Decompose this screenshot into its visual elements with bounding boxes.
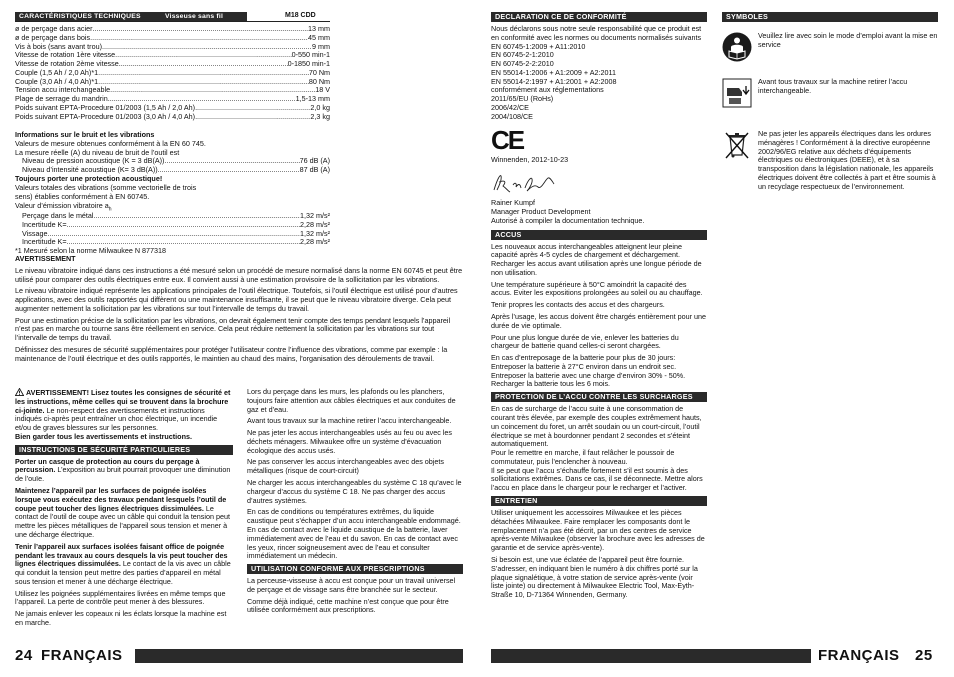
spec-row: ø de perçage dans acier ..... 13 mm <box>15 25 330 34</box>
decl-line: Nous déclarons sous notre seule responsabilité que ce produit est en conformité avec les normes ou documents normalisés suivants <box>491 24 702 42</box>
left-col-1 <box>15 388 233 631</box>
avert-section <box>15 255 463 367</box>
tech-header-title: CARACTÉRISTIQUES TECHNIQUES <box>19 13 141 20</box>
warning-text: Le non-respect des avertissements et instructions indiqués ci-après peut entraîner un choc électrique, un incendie et/ou de graves blessures sur les personnes. <box>15 405 218 433</box>
protect-title: PROTECTION DE L’ACCU CONTRE LES SURCHARGES <box>491 392 707 402</box>
avert-paragraph: Le niveau vibratoire indiqué dans ces instructions a été mesuré selon un procédé de mesure normalisé dans la norme EN 60745 et peut être utilisé pour comparer des outils électriques entre eux. Il convient aussi à une estimation provisoire de la sollicitation par les vibrations. <box>15 265 463 284</box>
right-footer-bar <box>491 649 811 663</box>
read-manual-icon <box>722 32 752 62</box>
left-footer-bar <box>135 649 463 663</box>
noise-line: Valeurs de mesure obtenues conformément à la EN 60 745. <box>15 138 206 148</box>
spec-row: Tension accu interchangeable ..... 18 V <box>15 86 330 95</box>
decl-line: EN 60745-2-1:2010 <box>491 50 554 60</box>
safety-item: Avant tous travaux sur la machine retirer l’accu interchangeable. <box>247 416 452 426</box>
vib-row: Incertitude K= ..... 2,28 m/s² <box>15 221 330 230</box>
avert-paragraph: Définissez des mesures de sécurité supplémentaires pour protéger l’utilisateur contre l’influence des vibrations, comme par exemple : la maintenance de l’outil électrique et des outils rapportés, le maintien au chaud des mains, l’organisation des déroulements de travail. <box>15 345 448 363</box>
left-page-number: 24 <box>15 647 33 664</box>
safety-item: Maintenez l’appareil par les surfaces de poignée isolées lorsque vous exécutez des travaux pendant lesquels l’outil de coupe peut toucher des lignes électriques dissimulées. Le contact de l’outil de coupe avec un câble qui conduit la tension peut mettre les pièces métalliques de l’appareil sous tension et mener à une décharge électrique. <box>15 486 230 539</box>
noise-row: Niveau d’intensité acoustique (K= 3 dB(A)) ..... 87 dB (A) <box>15 166 330 175</box>
safety-item: Ne pas jeter les accus interchangeables usés au feu ou avec les déchets ménagers. Milwaukee offre un système d’évacuation écologique des accus usés. <box>247 428 452 455</box>
spec-row: Poids suivant EPTA-Procedure 01/2003 (3,0 Ah / 4,0 Ah) ..... 2,3 kg <box>15 113 330 122</box>
accus-paragraph: Les nouveaux accus interchangeables atteignent leur pleine capacité après 4-5 cycles de chargement et déchargement. Recharger les accus avant utilisation après une longue période de non utilisation. <box>491 241 702 277</box>
safety-item: Tenir l’appareil aux surfaces isolées faisant office de poignée pendant les travaux au cours desquels la vis peut toucher des lignes électriques dissimulées. Le contact de la vis avec un câble qui conduit la tension peut mettre des parties d’appareil en métal sous tension et mener à une décharge électrique. <box>15 541 231 586</box>
avert-paragraph: Pour une estimation précise de la sollicitation par les vibrations, on devrait également tenir compte des temps pendant lesquels l’appareil n’est pas en marche ou tourne sans être réellement en service. Cela peut réduire nettement la sollicitation par les vibrations sur tout l’intervalle de temps du travail. <box>15 315 451 343</box>
accus-paragraph: Après l’usage, les accus doivent être chargés entièrement pour une durée de vie optimale. <box>491 311 706 330</box>
usage-title: UTILISATION CONFORME AUX PRESCRIPTIONS <box>247 564 463 574</box>
weee-bin-icon <box>722 130 752 160</box>
symbol-text: Avant tous travaux sur la machine retirer l’accu interchangeable. <box>758 77 908 95</box>
right-col-1 <box>491 12 707 603</box>
vib-row: Perçage dans le métal ..... 1,32 m/s² <box>15 212 330 221</box>
accus-paragraph: Pour une plus longue durée de vie, enlever les batteries du chargeur de batterie quand celles-ci seront chargées. <box>491 332 679 351</box>
remove-battery-icon <box>722 78 752 108</box>
tech-header-product: Visseuse sans fil <box>165 13 224 20</box>
right-col-2 <box>722 12 938 197</box>
warning-bold: AVERTISSEMENT! Lisez toutes les consignes de sécurité et les instructions, même celles qui se trouvent dans la brochure ci-jointe. <box>15 388 231 415</box>
right-footer <box>491 647 938 665</box>
accus-paragraph: En cas d’entreposage de la batterie pour plus de 30 jours: Entreposer la batterie à 27°C environ dans un endroit sec. Entreposer la batterie avec une charge d’environ 30% - 50%. Recharger la batterie tous les 6 mois. <box>491 353 686 389</box>
noise-section <box>15 131 330 184</box>
safety-item: En cas de conditions ou températures extrêmes, du liquide caustique peut s’échapper d’un accu interchangeable endommagé. En cas de contact avec le liquide caustique de la batterie, laver immédiatement avec de l’eau et du savon. En cas de contact avec les yeux, rincer soigneusement avec de l’eau et consulter immédiatement un médecin. <box>247 507 461 561</box>
noise-protect: Toujours porter une protection acoustique! <box>15 173 163 183</box>
protect-paragraph: En cas de surcharge de l’accu suite à une consommation de courant très élevée, par exemple des couples extrêmement hauts, un coincement du foret, un arrêt soudain ou un court-circuit, l’outil électrique se met à bourdonner pendant 2 secondes et s’éteint automatiquement. <box>491 404 702 449</box>
avert-paragraph: Le niveau vibratoire indiqué représente les applications principales de l’outil électrique. Toutefois, si l’outil électrique est utilisé pour d’autres applications, avec des outils rapportés qui diffèrent ou une maintenance insuffisante, il se peut que le niveau vibratoire diverge. Cela peut augmenter nettement la sollicitation par les vibrations sur tout l’intervalle de temps du travail. <box>15 286 458 313</box>
decl-line: EN 55014-1:2006 + A1:2009 + A2:2011 <box>491 67 616 77</box>
usage-item: Comme déjà indiqué, cette machine n’est conçue que pour être utilisée conformément aux prescriptions. <box>247 596 449 615</box>
left-col-2 <box>247 388 463 618</box>
vib-subscript: h <box>108 206 112 212</box>
noise-row: Niveau de pression acoustique (K = 3 dB(A)) ..... 76 dB (A) <box>15 157 330 166</box>
noise-line: La mesure réelle (A) du niveau de bruit de l’outil est <box>15 147 180 157</box>
vib-line: Valeur d’émission vibratoire $a_h$ <box>15 200 112 212</box>
vib-row: Vissage ..... 1,32 m/s² <box>15 230 330 239</box>
vib-note: *1 Mesuré selon la norme Milwaukee N 877318 <box>15 246 167 256</box>
decl-line: EN 60745-2-2:2010 <box>491 59 554 69</box>
noise-title: Informations sur le bruit et les vibrations <box>15 130 155 139</box>
safety-item: Lors du perçage dans les murs, les plafonds ou les planchers, toujours faire attention aux câbles électriques et aux conduites de gaz et d’eau. <box>247 387 456 414</box>
signer-name: Rainer Kumpf <box>491 198 535 208</box>
safety-item: Ne jamais enlever les copeaux ni les éclats lorsque la machine est en marche. <box>15 609 227 627</box>
safety-item: Porter un casque de protection au cours du perçage à percussion. L’exposition au bruit pourrait provoquer une diminution de l’ouïe. <box>15 456 231 484</box>
spec-row: ø de perçage dans bois ..... 45 mm <box>15 34 330 43</box>
tech-header-bar <box>15 12 247 21</box>
decl-line: conformément aux réglementations <box>491 85 604 95</box>
vib-row: Incertitude K= ..... 2,28 m/s² <box>15 238 330 247</box>
spec-row: Vis à bois (sans avant trou) ..... 9 mm <box>15 43 330 52</box>
symbol-text: Veuillez lire avec soin le mode d’emploi avant la mise en service <box>758 31 938 49</box>
safety-item: Utilisez les poignées supplémentaires livrées en même temps que l’appareil. La perte de contrôle peut mener à des blessures. <box>15 588 226 607</box>
spec-row: Vitesse de rotation 1ère vitesse ..... 0-550 min-1 <box>15 51 330 60</box>
keep-instructions: Bien garder tous les avertissements et instructions. <box>15 431 192 441</box>
spec-row: Vitesse de rotation 2ème vitesse ..... 0-1850 min-1 <box>15 60 330 69</box>
left-footer-language: FRANÇAIS <box>41 647 123 664</box>
signer-auth: Autorisé à compiler la documentation technique. <box>491 215 645 225</box>
symbol-weee <box>722 130 938 191</box>
accus-title: ACCUS <box>491 230 707 240</box>
protect-paragraph: Pour le remettre en marche, il faut relâcher le poussoir de commutateur, puis l’enclencher à nouveau. <box>491 448 675 466</box>
right-page <box>477 0 954 677</box>
right-page-number: 25 <box>915 647 933 664</box>
warning-block <box>15 388 233 442</box>
ce-mark: CE <box>491 124 524 155</box>
spec-row: Poids suivant EPTA-Procedure 01/2003 (1,5 Ah / 2,0 Ah) ..... 2,0 kg <box>15 104 330 113</box>
entretien-paragraph: Si besoin est, une vue éclatée de l’appareil peut être fournie. S’adresser, en indiquant bien le numéro à dix chiffres porté sur la plaque signalétique, à votre station de service après-vente (voir liste jointe) ou directement à Milwaukee Electric Tool, Max-Eyth-Straße 10, D-71364 Winnenden, Germany. <box>491 554 698 600</box>
accus-paragraph: Tenir propres les contacts des accus et des chargeurs. <box>491 300 665 310</box>
tech-header-rule <box>15 21 330 22</box>
signature <box>491 170 561 196</box>
entretien-title: ENTRETIEN <box>491 496 707 506</box>
spec-row: Plage de serrage du mandrin ..... 1,5-13 mm <box>15 95 330 104</box>
left-footer <box>15 647 463 665</box>
symbol-text: Ne pas jeter les appareils électriques dans les ordures ménagères ! Conformément à la directive européenne 2002/96/EG relative aux déchets d’équipements électriques ou électroniques (DEEE), et à sa transposition dans la législation nationale, les appareils électriques doivent être collectés à part et être soumis à un recyclage respectueux de l’environnement. <box>758 129 936 191</box>
symbol-read-manual <box>722 32 938 62</box>
symbols-title: SYMBOLES <box>722 12 938 22</box>
symbol-remove-battery <box>722 78 938 108</box>
spec-row: Couple (1,5 Ah / 2,0 Ah)*1 ..... 70 Nm <box>15 69 330 78</box>
spec-list <box>15 25 330 122</box>
vib-line: Valeurs totales des vibrations (somme vectorielle de trois <box>15 183 197 192</box>
signer-role: Manager Product Development <box>491 206 591 216</box>
decl-line: 2006/42/CE <box>491 103 529 113</box>
protect-paragraph: Il se peut que l’accu s’échauffe fortement s’il est soumis à des sollicitations extrêmes. Dans ce cas, il se déconnecte. Mettre alors l’accu en place dans le chargeur pour le recharger et l’activer. <box>491 465 703 493</box>
decl-place: Winnenden, 2012-10-23 <box>491 154 569 164</box>
accus-paragraph: Une température supérieure à 50°C amoindrit la capacité des accus. Eviter les expositions prolongées au soleil ou au chauffage. <box>491 279 703 298</box>
spec-row: Couple (3,0 Ah / 4,0 Ah)*1 ..... 80 Nm <box>15 78 330 87</box>
safety-item: Ne charger les accus interchangeables du système C 18 qu’avec le chargeur d’accus du système C 18. Ne pas charger des accus d’autres systèmes. <box>247 478 462 505</box>
decl-line: 2011/65/EU (RoHs) <box>491 94 554 104</box>
safety-title: INSTRUCTIONS DE SÉCURITÉ PARTICULIERES <box>15 445 233 455</box>
usage-item: La perceuse-visseuse à accu est conçue pour un travail universel de perçage et de vissage sans être branchée sur le secteur. <box>247 576 456 594</box>
decl-title: DECLARATION CE DE CONFORMITÉ <box>491 12 707 22</box>
avert-title: AVERTISSEMENT <box>15 254 76 263</box>
decl-line: EN 60745-1:2009 + A11:2010 <box>491 41 586 51</box>
tech-header-model: M18 CDD <box>285 12 316 19</box>
safety-item: Ne pas conserver les accus interchangeables avec des objets métalliques (risque de court-circuit) <box>247 457 444 476</box>
vib-line: sens) établies conformément à EN 60745. <box>15 191 150 201</box>
vibration-section <box>15 184 330 256</box>
entretien-paragraph: Utiliser uniquement les accessoires Milwaukee et les pièces détachées Milwaukee. Faire remplacer les composants dont le remplacement n’a pas été décrit, par un des centres de service après-vente Milwaukee (observer la brochure avec les adresses de garantie et de service après-vente). <box>491 508 705 553</box>
decl-line: 2004/108/CE <box>491 111 533 121</box>
tech-header <box>15 12 463 21</box>
decl-line: EN 55014-2:1997 + A1:2001 + A2:2008 <box>491 76 617 86</box>
right-footer-language: FRANÇAIS <box>818 647 900 664</box>
warning-triangle-icon <box>15 388 24 396</box>
